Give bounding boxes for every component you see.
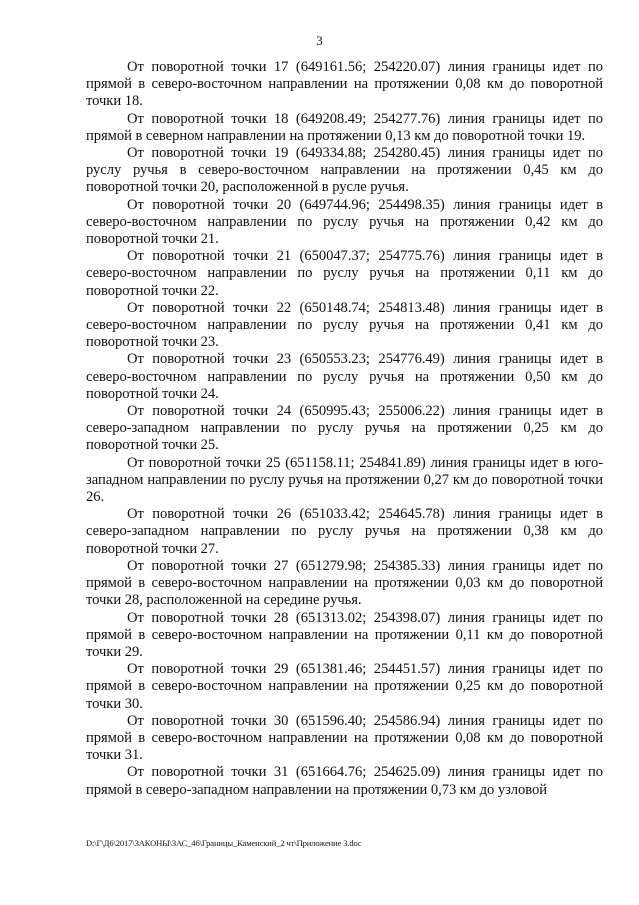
paragraph-point-21: От поворотной точки 21 (650047.37; 254775.76) линия границы идет в северо-восточном направлении по руслу ручья на протяжении 0,11 км до поворотной точки 22. xyxy=(86,248,603,299)
paragraph-point-26: От поворотной точки 26 (651033.42; 254645.78) линия границы идет в северо-западном направлении по руслу ручья на протяжении 0,38 км до поворотной точки 27. xyxy=(86,506,603,557)
paragraph-point-23: От поворотной точки 23 (650553.23; 254776.49) линия границы идет в северо-восточном направлении по руслу ручья на протяжении 0,50 км до поворотной точки 24. xyxy=(86,351,603,402)
page-number: 3 xyxy=(316,33,323,48)
paragraph-point-24: От поворотной точки 24 (650995.43; 255006.22) линия границы идет в северо-западном направлении по руслу ручья на протяжении 0,25 км до поворотной точки 25. xyxy=(86,403,603,454)
paragraph-point-22: От поворотной точки 22 (650148.74; 254813.48) линия границы идет в северо-восточном направлении по руслу ручья на протяжении 0,41 км до поворотной точки 23. xyxy=(86,299,603,351)
paragraph-point-17: От поворотной точки 17 (649161.56; 254220.07) линия границы идет по прямой в северо-восточном направлении на протяжении 0,08 км до поворотной точки 18. xyxy=(86,59,603,110)
paragraph-point-28: От поворотной точки 28 (651313.02; 254398.07) линия границы идет по прямой в северо-восточном направлении на протяжении 0,11 км до поворотной точки 29. xyxy=(86,609,603,660)
paragraph-point-29: От поворотной точки 29 (651381.46; 254451.57) линия границы идет по прямой в северо-восточном направлении на протяжении 0,25 км до поворотной точки 30. xyxy=(86,661,603,712)
footer-file-path: D:\Г\Д6\2017\ЗАКОНЫ\ЗАС_46\Границы_Каменский_2 чт\Приложение 3.doc xyxy=(86,838,362,848)
paragraph-point-31: От поворотной точки 31 (651664.76; 254625.09) линия границы идет по прямой в северо-западном направлении на протяжении 0,73 км до узловой xyxy=(86,764,603,798)
paragraph-point-27: От поворотной точки 27 (651279.98; 254385.33) линия границы идет по прямой в северо-восточном направлении на протяжении 0,03 км до поворотной точки 28, расположенной на середине ручья. xyxy=(86,557,603,609)
document-body xyxy=(86,59,603,799)
paragraph-point-20: От поворотной точки 20 (649744.96; 254498.35) линия границы идет в северо-восточном направлении по руслу ручья на протяжении 0,42 км до поворотной точки 21. xyxy=(86,196,603,248)
paragraph-point-19: От поворотной точки 19 (649334.88; 254280.45) линия границы идет по руслу ручья в северо-восточном направлении на протяжении 0,45 км до поворотной точки 20, расположенной в русле ручья. xyxy=(86,145,603,196)
paragraph-point-30: От поворотной точки 30 (651596.40; 254586.94) линия границы идет по прямой в северо-восточном направлении на протяжении 0,08 км до поворотной точки 31. xyxy=(86,712,603,764)
paragraph-point-18: От поворотной точки 18 (649208.49; 254277.76) линия границы идет по прямой в северном направлении на протяжении 0,13 км до поворотной точки 19. xyxy=(86,110,603,144)
paragraph-point-25: От поворотной точки 25 (651158.11; 254841.89) линия границы идет в юго-западном направлении по руслу ручья на протяжении 0,27 км до поворотной точки 26. xyxy=(86,454,603,506)
